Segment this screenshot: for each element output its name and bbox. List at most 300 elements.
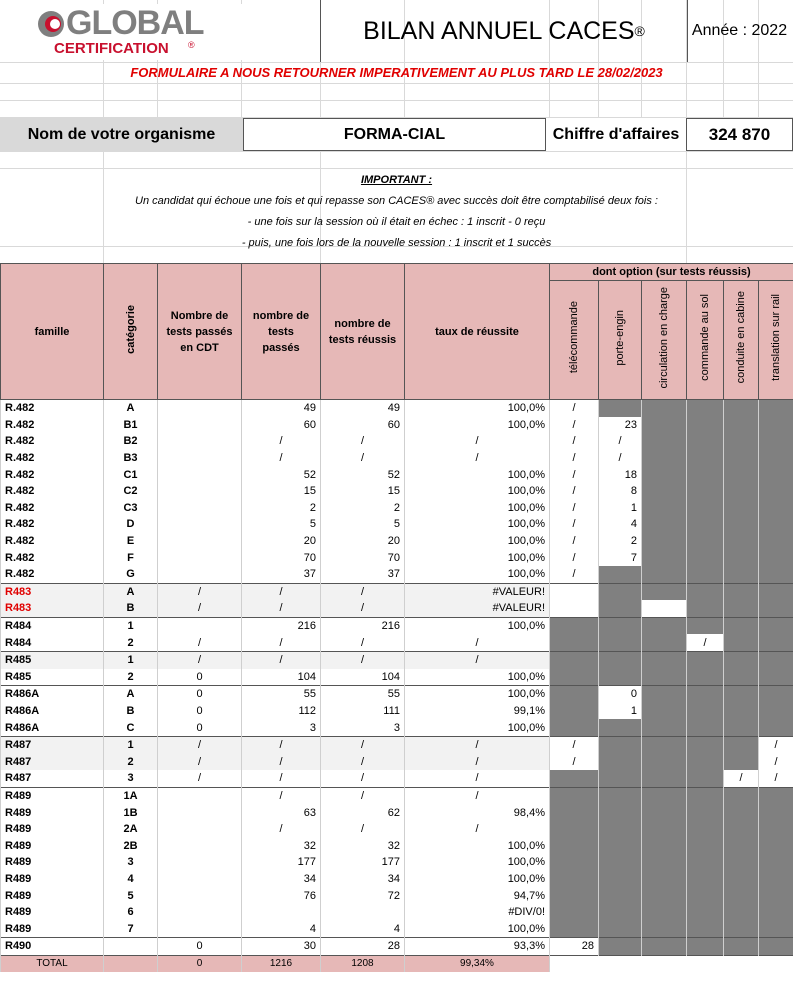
cell-option <box>724 821 759 838</box>
cell-option <box>599 600 642 617</box>
cell-tests-reussis[interactable]: 60 <box>321 417 405 434</box>
cell-cdt[interactable] <box>158 400 242 417</box>
cell-option <box>642 634 687 651</box>
cell-option <box>687 904 724 921</box>
cell-option[interactable]: / <box>724 770 759 787</box>
header-passes: nombre de tests passés <box>242 264 321 400</box>
cell-option <box>642 417 687 434</box>
cell-option <box>724 787 759 804</box>
cell-taux: / <box>405 770 550 787</box>
cell-tests-passes[interactable]: 34 <box>242 871 321 888</box>
cell-tests-reussis[interactable]: 34 <box>321 871 405 888</box>
cell-option[interactable]: 1 <box>599 500 642 517</box>
cell-tests-passes[interactable]: 49 <box>242 400 321 417</box>
cell-taux: 100,0% <box>405 417 550 434</box>
cell-option <box>759 417 793 434</box>
cell-categorie <box>104 938 158 956</box>
cell-option <box>550 719 599 736</box>
cell-cdt[interactable]: / <box>158 634 242 651</box>
cell-tests-passes[interactable]: / <box>242 651 321 668</box>
cell-cdt[interactable] <box>158 466 242 483</box>
cell-tests-reussis[interactable]: 5 <box>321 516 405 533</box>
cell-option[interactable] <box>550 583 599 600</box>
table-row <box>1 821 793 838</box>
cell-cdt[interactable]: 0 <box>158 703 242 720</box>
cell-cdt[interactable] <box>158 450 242 467</box>
cell-tests-reussis[interactable]: 28 <box>321 938 405 956</box>
cell-tests-reussis[interactable]: / <box>321 787 405 804</box>
cell-tests-reussis[interactable]: / <box>321 450 405 467</box>
cell-option[interactable]: / <box>550 549 599 566</box>
cell-cdt[interactable] <box>158 904 242 921</box>
total-cdt: 0 <box>158 955 242 972</box>
cell-option[interactable]: / <box>550 466 599 483</box>
cell-option <box>550 887 599 904</box>
cell-tests-reussis[interactable]: 72 <box>321 887 405 904</box>
cell-option[interactable]: 4 <box>599 516 642 533</box>
cell-categorie: 1B <box>104 804 158 821</box>
cell-option[interactable]: / <box>759 770 793 787</box>
cell-taux: 100,0% <box>405 466 550 483</box>
table-row <box>1 433 793 450</box>
cell-tests-passes[interactable]: / <box>242 600 321 617</box>
cell-tests-passes[interactable]: 104 <box>242 669 321 686</box>
cell-tests-passes[interactable]: 2 <box>242 500 321 517</box>
cell-option <box>759 669 793 686</box>
cell-famille: R.482 <box>1 500 104 517</box>
cell-option <box>550 837 599 854</box>
cell-option <box>724 703 759 720</box>
cell-tests-reussis[interactable]: / <box>321 583 405 600</box>
cell-tests-passes[interactable]: 4 <box>242 920 321 937</box>
cell-taux: 100,0% <box>405 533 550 550</box>
cell-famille: R489 <box>1 854 104 871</box>
cell-taux: / <box>405 634 550 651</box>
cell-tests-passes[interactable]: / <box>242 450 321 467</box>
cell-tests-passes[interactable]: 112 <box>242 703 321 720</box>
cell-categorie: 2B <box>104 837 158 854</box>
cell-tests-passes[interactable]: 20 <box>242 533 321 550</box>
cell-option[interactable]: 0 <box>599 686 642 703</box>
cell-tests-reussis[interactable]: / <box>321 821 405 838</box>
cell-option <box>687 466 724 483</box>
cell-tests-reussis[interactable]: / <box>321 753 405 770</box>
cell-option[interactable]: / <box>550 736 599 753</box>
cell-option[interactable]: 23 <box>599 417 642 434</box>
cell-tests-passes[interactable]: 63 <box>242 804 321 821</box>
cell-tests-reussis[interactable]: 177 <box>321 854 405 871</box>
table-row <box>1 600 793 617</box>
cell-tests-passes[interactable]: 37 <box>242 566 321 583</box>
cell-categorie: 6 <box>104 904 158 921</box>
cell-cdt[interactable]: / <box>158 753 242 770</box>
cell-categorie: F <box>104 549 158 566</box>
cell-option[interactable]: / <box>759 753 793 770</box>
cell-famille: R490 <box>1 938 104 956</box>
cell-option[interactable] <box>642 600 687 617</box>
cell-categorie: B <box>104 703 158 720</box>
cell-option <box>642 938 687 956</box>
cell-option <box>687 837 724 854</box>
cell-option[interactable]: / <box>550 483 599 500</box>
cell-option <box>687 703 724 720</box>
cell-tests-passes[interactable]: 3 <box>242 719 321 736</box>
cell-option <box>759 871 793 888</box>
cell-famille: R487 <box>1 753 104 770</box>
cell-cdt[interactable] <box>158 433 242 450</box>
cell-tests-passes[interactable]: 32 <box>242 837 321 854</box>
cell-option <box>550 904 599 921</box>
table-row <box>1 920 793 937</box>
cell-option <box>687 854 724 871</box>
cell-cdt[interactable] <box>158 854 242 871</box>
cell-option <box>759 400 793 417</box>
cell-categorie: 3 <box>104 770 158 787</box>
cell-option[interactable]: / <box>550 400 599 417</box>
cell-option <box>759 651 793 668</box>
cell-tests-reussis[interactable]: / <box>321 433 405 450</box>
cell-tests-reussis[interactable]: 52 <box>321 466 405 483</box>
notice-line: - puis, une fois lors de la nouvelle session : 1 inscrit et 1 succès <box>241 237 552 249</box>
cell-tests-reussis[interactable]: 20 <box>321 533 405 550</box>
cell-option <box>550 821 599 838</box>
cell-tests-passes[interactable]: 5 <box>242 516 321 533</box>
cell-option <box>599 719 642 736</box>
cell-famille: R484 <box>1 617 104 634</box>
gridline <box>0 83 793 84</box>
cell-option <box>759 433 793 450</box>
cell-option <box>724 920 759 937</box>
cell-option <box>724 417 759 434</box>
cell-option <box>759 533 793 550</box>
cell-tests-passes[interactable]: 177 <box>242 854 321 871</box>
cell-famille: R486A <box>1 703 104 720</box>
cell-tests-passes[interactable]: / <box>242 770 321 787</box>
total-reussis: 1208 <box>321 955 405 972</box>
cell-option[interactable]: / <box>550 533 599 550</box>
cell-cdt[interactable]: / <box>158 770 242 787</box>
cell-taux: 100,0% <box>405 617 550 634</box>
cell-option[interactable]: / <box>550 500 599 517</box>
cell-option <box>642 837 687 854</box>
cell-tests-reussis[interactable]: / <box>321 634 405 651</box>
cell-option[interactable]: / <box>550 753 599 770</box>
cell-cdt[interactable] <box>158 837 242 854</box>
cell-tests-reussis[interactable]: 216 <box>321 617 405 634</box>
cell-option <box>687 600 724 617</box>
cell-tests-reussis[interactable]: 70 <box>321 549 405 566</box>
table-row <box>1 736 793 753</box>
cell-tests-passes[interactable]: / <box>242 583 321 600</box>
cell-option <box>759 617 793 634</box>
cell-option[interactable]: 8 <box>599 483 642 500</box>
cell-option[interactable]: / <box>550 516 599 533</box>
cell-tests-reussis[interactable] <box>321 904 405 921</box>
cell-cdt[interactable] <box>158 920 242 937</box>
cell-cdt[interactable] <box>158 417 242 434</box>
cell-option <box>687 433 724 450</box>
cell-tests-passes[interactable]: / <box>242 821 321 838</box>
header-option-text: porte-engin <box>614 309 626 366</box>
cell-cdt[interactable]: 0 <box>158 686 242 703</box>
cell-option <box>687 920 724 937</box>
cell-tests-reussis[interactable]: 2 <box>321 500 405 517</box>
cell-cdt[interactable] <box>158 483 242 500</box>
cell-cdt[interactable]: / <box>158 583 242 600</box>
cell-option <box>759 821 793 838</box>
cell-famille: R483 <box>1 583 104 600</box>
table-row <box>1 549 793 566</box>
cell-tests-reussis[interactable]: 49 <box>321 400 405 417</box>
header-option-text: conduite en cabine <box>735 291 747 384</box>
cell-option[interactable]: / <box>599 450 642 467</box>
cell-taux: 100,0% <box>405 669 550 686</box>
cell-option <box>550 617 599 634</box>
cell-tests-passes[interactable]: / <box>242 736 321 753</box>
cell-tests-passes[interactable]: / <box>242 634 321 651</box>
cell-option <box>724 516 759 533</box>
table-row <box>1 804 793 821</box>
cell-tests-reussis[interactable]: 55 <box>321 686 405 703</box>
gridline <box>0 168 793 169</box>
table-row <box>1 854 793 871</box>
cell-option <box>642 617 687 634</box>
cell-cdt[interactable] <box>158 516 242 533</box>
cell-taux: 100,0% <box>405 719 550 736</box>
cell-tests-passes[interactable]: 70 <box>242 549 321 566</box>
cell-famille: R489 <box>1 904 104 921</box>
table-row <box>1 634 793 651</box>
cell-option[interactable] <box>550 600 599 617</box>
cell-tests-reussis[interactable]: 62 <box>321 804 405 821</box>
ca-field[interactable]: 324 870 <box>686 118 793 151</box>
cell-option <box>687 821 724 838</box>
cell-option[interactable]: / <box>550 433 599 450</box>
cell-option <box>642 450 687 467</box>
cell-option[interactable]: / <box>550 417 599 434</box>
cell-option <box>724 583 759 600</box>
cell-option <box>599 904 642 921</box>
cell-categorie: C2 <box>104 483 158 500</box>
cell-tests-passes[interactable]: 76 <box>242 887 321 904</box>
cell-cdt[interactable]: / <box>158 651 242 668</box>
table-row <box>1 400 793 417</box>
results-table <box>0 263 793 972</box>
cell-cdt[interactable] <box>158 566 242 583</box>
cell-tests-reussis[interactable]: 37 <box>321 566 405 583</box>
cell-tests-passes[interactable]: / <box>242 433 321 450</box>
total-blank <box>104 955 158 972</box>
cell-tests-passes[interactable]: 15 <box>242 483 321 500</box>
cell-option[interactable]: / <box>550 566 599 583</box>
cell-categorie: 5 <box>104 887 158 904</box>
cell-cdt[interactable]: / <box>158 600 242 617</box>
cell-tests-reussis[interactable]: 104 <box>321 669 405 686</box>
cell-option <box>687 617 724 634</box>
cell-option <box>724 804 759 821</box>
table-row <box>1 583 793 600</box>
cell-categorie: 2 <box>104 669 158 686</box>
header-option <box>687 281 724 400</box>
cell-famille: R.482 <box>1 417 104 434</box>
cell-famille: R.482 <box>1 450 104 467</box>
org-name-field[interactable]: FORMA-CIAL <box>243 118 546 151</box>
cell-categorie: C <box>104 719 158 736</box>
header-categorie-text: catégorie <box>124 304 137 354</box>
cell-taux: 100,0% <box>405 566 550 583</box>
cell-cdt[interactable] <box>158 804 242 821</box>
cell-option <box>550 703 599 720</box>
cell-option <box>724 533 759 550</box>
cell-cdt[interactable] <box>158 887 242 904</box>
cell-categorie: B3 <box>104 450 158 467</box>
cell-option <box>687 719 724 736</box>
cell-famille: R.482 <box>1 433 104 450</box>
org-name-label: Nom de votre organisme <box>0 118 243 151</box>
table-row <box>1 938 793 956</box>
cell-option <box>759 837 793 854</box>
cell-cdt[interactable]: 0 <box>158 719 242 736</box>
total-row <box>1 955 793 972</box>
cell-cdt[interactable] <box>158 549 242 566</box>
cell-option <box>759 938 793 956</box>
cell-option <box>687 736 724 753</box>
cell-option <box>642 804 687 821</box>
cell-categorie: 2A <box>104 821 158 838</box>
cell-option <box>687 400 724 417</box>
cell-taux: 94,7% <box>405 887 550 904</box>
cell-option <box>724 466 759 483</box>
cell-option <box>687 770 724 787</box>
cell-option <box>550 686 599 703</box>
cell-tests-passes[interactable]: 30 <box>242 938 321 956</box>
cell-option <box>687 583 724 600</box>
cell-tests-reussis[interactable]: 4 <box>321 920 405 937</box>
cell-tests-reussis[interactable]: / <box>321 770 405 787</box>
cell-option <box>759 500 793 517</box>
cell-option <box>599 837 642 854</box>
cell-option <box>759 450 793 467</box>
cell-option <box>724 686 759 703</box>
cell-cdt[interactable]: 0 <box>158 938 242 956</box>
cell-tests-passes[interactable]: 60 <box>242 417 321 434</box>
cell-option <box>759 583 793 600</box>
cell-option <box>687 753 724 770</box>
cell-cdt[interactable]: 0 <box>158 669 242 686</box>
logo <box>30 4 310 60</box>
cell-cdt[interactable] <box>158 821 242 838</box>
cell-cdt[interactable] <box>158 617 242 634</box>
cell-option <box>759 703 793 720</box>
cell-tests-reussis[interactable]: 111 <box>321 703 405 720</box>
cell-option[interactable]: / <box>599 433 642 450</box>
header-option-group: dont option (sur tests réussis) <box>550 264 793 281</box>
cell-categorie: 1 <box>104 651 158 668</box>
cell-tests-reussis[interactable]: / <box>321 736 405 753</box>
cell-option <box>687 483 724 500</box>
cell-cdt[interactable] <box>158 500 242 517</box>
table-row <box>1 617 793 634</box>
cell-famille: R483 <box>1 600 104 617</box>
cell-famille: R489 <box>1 871 104 888</box>
cell-tests-reussis[interactable]: 15 <box>321 483 405 500</box>
cell-option <box>759 600 793 617</box>
cell-cdt[interactable] <box>158 787 242 804</box>
cell-option[interactable]: 28 <box>550 938 599 956</box>
cell-taux: 99,1% <box>405 703 550 720</box>
cell-option <box>687 516 724 533</box>
cell-tests-passes[interactable]: / <box>242 753 321 770</box>
cell-option[interactable]: / <box>687 634 724 651</box>
header-taux: taux de réussite <box>405 264 550 400</box>
logo-cert-text: CERTIFICATION <box>54 40 169 57</box>
header-reussis: nombre de tests réussis <box>321 264 405 400</box>
logo-global-text: GLOBAL <box>66 4 204 42</box>
cell-famille: R489 <box>1 920 104 937</box>
cell-categorie: 7 <box>104 920 158 937</box>
cell-cdt[interactable]: / <box>158 736 242 753</box>
cell-option[interactable]: 18 <box>599 466 642 483</box>
cell-tests-passes[interactable] <box>242 904 321 921</box>
cell-option[interactable]: 1 <box>599 703 642 720</box>
cell-option[interactable]: / <box>759 736 793 753</box>
cell-option <box>687 500 724 517</box>
total-label: TOTAL <box>1 955 104 972</box>
table-row <box>1 651 793 668</box>
cell-option <box>599 871 642 888</box>
cell-option <box>642 400 687 417</box>
cell-option[interactable]: 7 <box>599 549 642 566</box>
cell-tests-passes[interactable]: 52 <box>242 466 321 483</box>
cell-taux: / <box>405 821 550 838</box>
cell-famille: R489 <box>1 804 104 821</box>
cell-taux: #VALEUR! <box>405 583 550 600</box>
cell-option <box>759 887 793 904</box>
cell-option <box>642 533 687 550</box>
table-row <box>1 500 793 517</box>
cell-famille: R.482 <box>1 549 104 566</box>
cell-option <box>759 787 793 804</box>
table-row <box>1 719 793 736</box>
cell-option <box>759 804 793 821</box>
cell-cdt[interactable] <box>158 533 242 550</box>
header-option-text: télécommande <box>568 301 580 374</box>
cell-option[interactable]: 2 <box>599 533 642 550</box>
cell-option <box>724 669 759 686</box>
table-row <box>1 686 793 703</box>
cell-option <box>550 804 599 821</box>
cell-famille: R484 <box>1 634 104 651</box>
cell-categorie: 1 <box>104 617 158 634</box>
cell-cdt[interactable] <box>158 871 242 888</box>
cell-option[interactable]: / <box>550 450 599 467</box>
cell-option <box>642 703 687 720</box>
cell-tests-reussis[interactable]: 3 <box>321 719 405 736</box>
cell-tests-passes[interactable]: 55 <box>242 686 321 703</box>
notice-line: Un candidat qui échoue une fois et qui repasse son CACES® avec succès doit être comptabilisé deux fois : <box>135 195 658 207</box>
cell-tests-reussis[interactable]: / <box>321 600 405 617</box>
ca-label: Chiffre d'affaires <box>546 118 686 151</box>
cell-tests-passes[interactable]: 216 <box>242 617 321 634</box>
cell-option <box>642 770 687 787</box>
cell-taux: 100,0% <box>405 920 550 937</box>
cell-tests-reussis[interactable]: 32 <box>321 837 405 854</box>
cell-tests-reussis[interactable]: / <box>321 651 405 668</box>
cell-option <box>687 669 724 686</box>
cell-tests-passes[interactable]: / <box>242 787 321 804</box>
cell-option <box>599 583 642 600</box>
cell-taux: 100,0% <box>405 871 550 888</box>
